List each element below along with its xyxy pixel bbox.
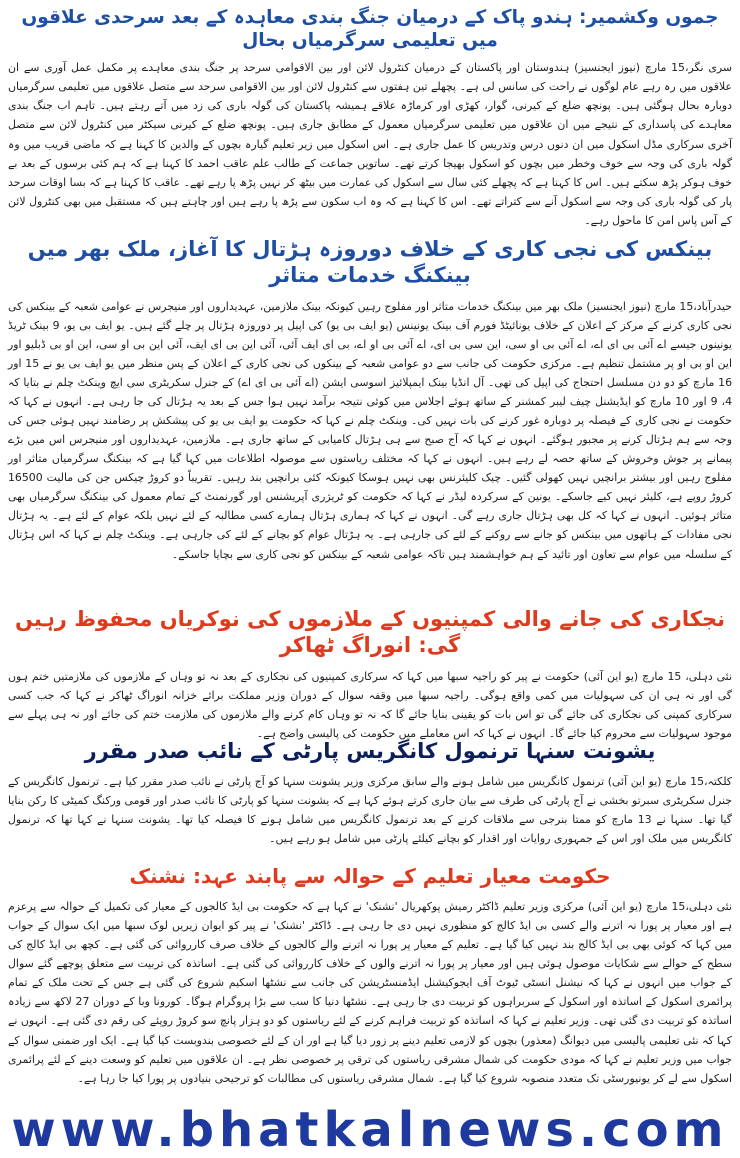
article-yashwant-sinha <box>0 738 740 849</box>
body-privatization-jobs: نئی دہلی، 15 مارچ (یو این آئی) حکومت نے پیر کو راجیہ سبھا میں کہا کہ سرکاری کمپنیوں کی نجکاری کے بعد نہ تو وہاں کے ملازموں کی ملازمتیں ختم ہوں گی اور نہ ہی ان کی سہولیات میں کمی واقع ہوگی۔ راجیہ سبھا میں وقفہ سوال کے دوران وزیر مملکت برائے خزانہ انوراگ ٹھاکر نے کہا کہ جب کسی سرکاری کمپنی کی نجکاری کی جائے گی تو اس بات کو یقینی بنایا جائے گا کہ نہ تو وہاں کام کرنے والے ملازموں کی ملازمت ختم کی جائے اور نہ ہی پہلے سے موجود سہولیات سے محروم کیا جائے گا۔ انہوں نے کہا کہ اس معاملے میں حکومت کی پالیسی واضح ہے۔ <box>8 669 732 740</box>
headline-yashwant-sinha: یشونت سنہا ترنمول کانگریس پارٹی کے نائب صدر مقرر <box>84 739 656 763</box>
headline-privatization-jobs: نجکاری کی جانے والی کمپنیوں کے ملازموں کی نوکریاں محفوظ رہیں گی: انوراگ ٹھاکر <box>15 607 725 658</box>
headline-bank-strike: بینکس کی نجی کاری کے خلاف دوروزہ ہڑتال کا آغاز، ملک بھر میں بینکنگ خدمات متاثر <box>27 237 713 288</box>
body-kashmir-education: سری نگر،15 مارچ (نیوز ایجنسیز) ہندوستان اور پاکستان کے درمیان کنٹرول لائن اور بین الاقوامی سرحد پر جنگ بندی معاہدے پر مکمل عمل آوری سے ان علاقوں میں رہ رہے عام لوگوں نے راحت کی سانس لی ہے۔ پچھلے تین ہفتوں سے کنٹرول لائن اور بین الاقوامی سرحد سے متصل علاقوں میں تعلیمی سرگرمیاں دوبارہ بحال ہوگئی ہیں۔ پونچھ ضلع کے کیرنی، گوار، کھڑی اور کرماڑہ علاقے ہمیشہ پاکستان کی گولہ باری کی زد میں آتے رہتے ہیں۔ تاہم اب جنگ بندی معاہدے کی پاسداری کے نتیجے میں ان علاقوں میں تعلیمی سرگرمیاں معمول کے مطابق جاری ہیں۔ پونچھ ضلع کے کیرنی سیکٹر میں کنٹرول لائن سے متصل آخری سرکاری مڈل اسکول میں ان دنوں درس وتدریس کا عمل جاری ہے۔ اس اسکول میں زیر تعلیم گیارہ بچوں کے والدین کا کہنا ہے کہ ماضی قریب میں وہ گولہ باری کی وجہ سے خوف وخطر میں بچوں کو اسکول بھیجا کرتے تھے۔ ساتویں جماعت کے طالب علم عاقب احمد کا کہنا ہے کہ ہم کئی برسوں کے بعد بے خوف ہوکر پڑھ سکتے ہیں۔ اس کا کہنا ہے کہ پچھلے کئی سال سے اسکول کی عمارت میں بیٹھ کر نہیں پڑھ پا رہے تھے۔ عاقب کا کہنا ہے کہ بسا اوقات سرحد پار کی گولہ باری کی وجہ سے اسکول آنے سے کتراتے تھے۔ اس کا کہنا ہے کہ وہ اب سکون سے پڑھ پا رہے ہیں اور چاہتے ہیں کہ مستقبل میں بھی کنٹرول لائن کے آس پاس امن کا ماحول رہے۔ <box>8 61 732 227</box>
article-privatization-jobs <box>0 606 740 743</box>
article-bank-strike <box>0 236 740 564</box>
article-education-quality <box>0 864 740 1088</box>
article-kashmir-education <box>0 0 740 230</box>
body-yashwant-sinha: کلکتہ،15 مارچ (یو این آئی) ترنمول کانگریس میں شامل ہونے والے سابق مرکزی وزیر یشونت سنہا کو آج پارٹی نے نائب صدر مقرر کیا ہے۔ ترنمول کانگریس کے جنرل سکریٹری سبرتو بخشی نے آج پارٹی کی طرف سے بیان جاری کرتے ہوئے کہا ہے کہ یشونت سنہا کو پارٹی کا نائب صدر اور قومی ورکنگ کمیٹی کا رکن بنایا گیا تھا۔ سنہا نے 13 مارچ کو ممتا بنرجی سے ملاقات کرنے کے بعد ترنمول کانگریس میں شامل ہونے کا فیصلہ کیا تھا۔ یشونت سنہا نے کہا تھا کہ ترنمول کانگریس میں ملک اور اس کے جمہوری روایات اور اقدار کو بچانے کیلئے پارٹی میں شامل ہو رہے ہیں۔ <box>8 775 732 846</box>
headline-education-quality: حکومت معیار تعلیم کے حوالہ سے پابند عہد: نشنک <box>129 864 611 888</box>
site-watermark: www.bhatkalnews.com <box>11 1102 729 1158</box>
body-bank-strike: حیدرآباد،15 مارچ (نیوز ایجنسیز) ملک بھر میں بینکنگ خدمات متاثر اور مفلوج رہیں کیونکہ بینک ملازمین، عہدیداروں اور منیجرس نے عوامی شعبہ کے بینکس کی نجی کاری کرنے کے مرکز کے اعلان کے خلاف یونائیٹڈ فورم آف بینک یونینس (یو ایف بی یو) کی اپیل پر دوروزہ ہڑتال پر چلے گئے ہیں۔ یو ایف بی یو، 9 بینک ٹریڈ یونینوں جیسے اے آئی بی ای اے، اے آئی بی او سی، این سی بی ای، اے آئی بی او اے، بی ای ایف آئی، آئی این بی ای ایف، آئی این بی او سی، این او بی ڈبلیو اور این او بی او پر مشتمل تنظیم ہے۔ مرکزی حکومت کی جانب سے دو عوامی شعبہ کے بینکوں کی نجی کاری کے اعلان کے پس منظر میں یو ایف بی یو نے 15 اور 16 مارچ کو دو دن مسلسل احتجاج کی اپیل کی تھی۔ آل انڈیا بینک ایمپلائیز اسوسی ایشن (اے آئی بی ای اے) کے جنرل سکریٹری سی ایچ وینکٹ چلم نے بتایا کہ 4، 9 اور 10 مارچ کو ایڈیشنل چیف لیبر کمشنر کے ساتھ ہوئے اجلاس میں کوئی نتیجہ برآمد نہیں ہوا جس کے بعد یہ ہڑتال کی جا رہی ہے۔ انہوں نے کہا کہ حکومت نے نجی کاری کے فیصلہ پر دوبارہ غور کرنے کی بات نہیں کی۔ وینکٹ چلم نے کہا کہ حکومت یو ایف بی یو کی پیشکش پر رضامند نہیں ہوئی جس کی وجہ سے ہم ہڑتال کرنے پر مجبور ہوگئے۔ انہوں نے کہا کہ آج صبح سے ہی ہڑتال کامیابی کے ساتھ جاری ہے۔ ملازمین، عہدیداروں اور منیجرس اس میں بڑے پیمانے پر جوش وخروش کے ساتھ حصہ لے رہے ہیں۔ انہوں نے کہا کہ مختلف ریاستوں سے موصولہ اطلاعات میں کہا گیا ہے کہ بینکنگ سرگرمیاں متاثر اور مفلوج رہیں اور بیشتر برانچیں نہیں کھولی گئیں۔ چیک کلیئرنس بھی نہیں ہوسکا کیونکہ کئی برانچیں بند رہیں۔ تقریباً دو کروڑ چیکس جن کی مالیت 16500 کروڑ روپے ہے، کلیئر نہیں کیے جاسکے۔ یونین کے سرکردہ لیڈر نے کہا کہ حکومت کو ٹریژری آپریشنس اور گورنمنٹ کے تمام معمول کی بینکنگ سرگرمیاں بھی متاثر ہوئیں۔ انہوں نے کہا کہ کل بھی ہڑتال جاری رہے گی۔ انہوں نے کہا کہ ہماری ہڑتال ہمارے کسی مطالبہ کے لئے نہیں بلکہ عوام کے لئے ہے۔ یہ ہڑتال نجی مفادات کے ہاتھوں میں بینکس کو جانے سے روکنے کے لئے کی جارہی ہے۔ یہ ہڑتال عوام کو بچانے کے لئے کی جارہی ہے۔ وینکٹ چلم نے کہا کہ اس ہڑتال کے سلسلہ میں عوام سے تعاون اور تائید کے ہم خواہشمند ہیں تاکہ عوامی شعبہ کے بینکس کو نجی کاری سے بچایا جاسکے۔ <box>8 299 732 561</box>
headline-kashmir-education: جموں وکشمیر: ہندو پاک کے درمیان جنگ بندی معاہدہ کے بعد سرحدی علاقوں میں تعلیمی سرگرمیاں بحال <box>21 7 719 52</box>
body-education-quality: نئی دہلی،15 مارچ (یو این آئی) مرکزی وزیر تعلیم ڈاکٹر رمیش پوکھریال 'نشنک' نے کہا ہے کہ حکومت بی ایڈ کالجوں کے معیار کی تکمیل کے حوالہ سے پرعزم ہے اور معیار پر پورا نہ اترنے والے کسی بی ایڈ کالج کو منظوری نہیں دی جا رہی ہے۔ ڈاکٹر 'نشنک' نے پیر کو ایوان زیریں لوک سبھا میں ایک سوال کے جواب میں کہا کہ کوئی بھی بی ایڈ کالج بند نہیں کیا گیا ہے۔ تعلیم کے معیار پر پورا نہ اترنے والے کالجوں کے خلاف صرف کارروائی کی گئی ہے۔ کچھ بی ایڈ کالج کی سطح کے حوالے سے شکایات موصول ہوئی ہیں اور معیار پر پورا نہ اترنے والوں کے خلاف کارروائی کی گئی ہے۔ اساتذہ کی تربیت سے متعلق پوچھے گئے سوال کے جواب میں انہوں نے کہا کہ نیشنل انسٹی ٹیوٹ آف ایجوکیشنل ایڈمنسٹریشن کی جانب سے نشٹھا اسکیم شروع کی گئی ہے جس کے تحت ملک کے تمام پرائمری اسکول کے اساتذہ اور اسکول کے سربراہوں کو تربیت دی جا رہی ہے۔ نشٹھا دنیا کا سب سے بڑا پروگرام ہوگا۔ کورونا وبا کے دوران 27 لاکھ سے زیادہ اساتذہ کو تربیت دی گئی تھی۔ وزیر تعلیم نے کہا کہ اساتذہ کو تربیت فراہم کرنے کے لئے ریاستوں کو دو ہزار پانچ سو کروڑ روپئے کی رقم دی گئی ہے۔ انہوں نے کہا کہ نئی تعلیمی پالیسی میں دیوانگ (معذور) بچوں کو لازمی تعلیم دینے پر زور دیا گیا ہے اور ان کے لئے خصوصی بندوبست کیا گیا ہے۔ ایک اور ضمنی سوال کے جواب میں وزیر تعلیم نے کہا کہ مودی حکومت کی شمال مشرقی ریاستوں کی ترقی پر خصوصی نظر ہے۔ ان علاقوں میں تعلیم کو وسعت دینے کے لئے پرائمری اسکول سے لے کر یونیورسٹی تک متعدد منصوبہ شروع کیا گیا ہے۔ شمال مشرقی ریاستوں کی مطالبات کو ترجیحی بنیادوں پر پورا کیا جا رہا ہے۔ <box>8 900 732 1085</box>
